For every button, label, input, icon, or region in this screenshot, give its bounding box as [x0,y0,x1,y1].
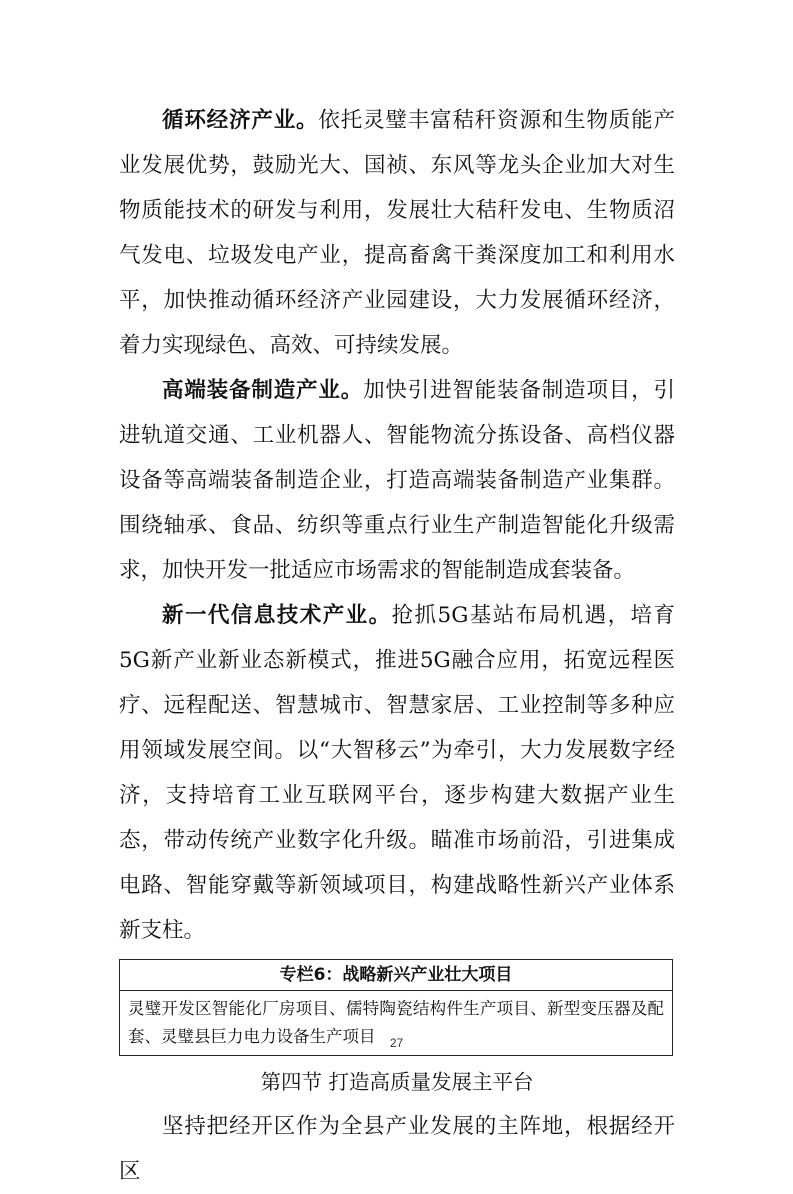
paragraph-high-end-equipment [119,368,675,593]
paragraph-last: 坚持把经开区作为全县产业发展的主阵地，根据经开区 [119,1114,675,1184]
box-body: 灵璧开发区智能化厂房项目、儒特陶瓷结构件生产项目、新型变压器及配套、灵璧县巨力电力设备生产项目 [128,999,664,1046]
paragraph-text: 加快引进智能装备制造项目，引进轨道交通、工业机器人、智能物流分拣设备、高档仪器设备等高端装备制造企业，打造高端装备制造产业集群。围绕轴承、食品、纺织等重点行业生产制造智能化升级需求，加快开发一批适应市场需求的智能制造成套装备。 [119,378,675,583]
page-content [119,98,675,1194]
paragraph-text: 依托灵璧丰富秸秆资源和生物质能产业发展优势，鼓励光大、国祯、东风等龙头企业加大对生物质能技术的研发与利用，发展壮大秸秆发电、生物质沼气发电、垃圾发电产业，提高畜禽干粪深度加工和利用水平，加快推动循环经济产业园建设，大力发展循环经济，着力实现绿色、高效、可持续发展。 [119,108,675,358]
box-title: 专栏6：战略新兴产业壮大项目 [120,960,672,991]
paragraph-text: 抢抓5G基站布局机遇，培育5G新产业新业态新模式，推进5G融合应用，拓宽远程医疗、远程配送、智慧城市、智慧家居、工业控制等多种应用领域发展空间。以“大智移云”为牵引，大力发展数字经济，支持培育工业互联网平台，逐步构建大数据产业生态，带动传统产业数字化升级。瞄准市场前沿，引进集成电路、智能穿戴等新领域项目，构建战略性新兴产业体系新支柱。 [119,603,675,943]
page-number: 27 [389,1036,404,1050]
paragraph-it-industry [119,593,675,953]
section-heading: 第四节 打造高质量发展主平台 [260,1070,534,1094]
paragraph-lead: 高端装备制造产业。 [162,378,364,403]
paragraph-lead: 循环经济产业。 [162,108,319,133]
paragraph-circular-economy [119,98,675,368]
paragraph-lead: 新一代信息技术产业。 [162,603,392,628]
